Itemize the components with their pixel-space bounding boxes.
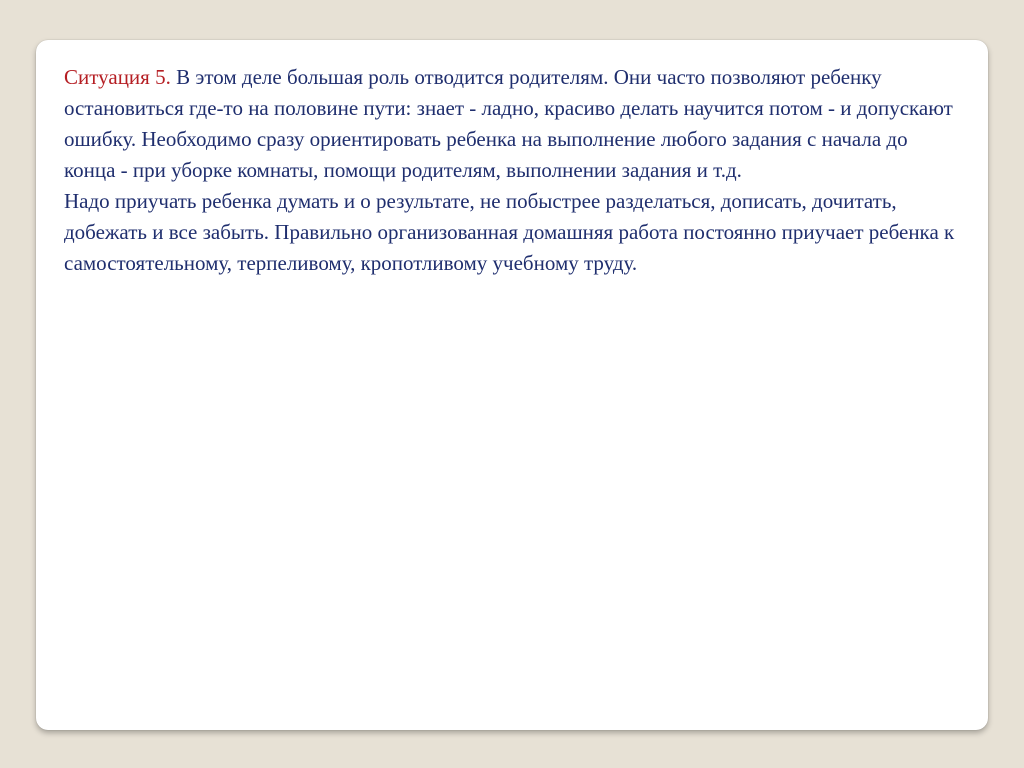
- situation-label: Ситуация 5.: [64, 65, 171, 89]
- paragraph-1-text: В этом деле большая роль отводится родителям. Они часто позволяют ребенку остановиться где-то на половине пути: знает - ладно, красиво делать научится потом - и допускают ошибку. Необходимо сразу ориентировать ребенка на выполнение любого задания с начала до конца - при уборке комнаты, помощи родителям, выполнении задания и т.д.: [64, 65, 953, 182]
- paragraph-2: Надо приучать ребенка думать и о результате, не побыстрее разделаться, дописать, дочитать, добежать и все забыть. Правильно организованная домашняя работа постоянно приучает ребенка к самостоятельному, терпеливому, кропотливому учебному труду.: [64, 189, 955, 275]
- slide-body-text: [64, 62, 964, 279]
- slide-card: [36, 40, 988, 730]
- paragraph-1: [64, 62, 964, 186]
